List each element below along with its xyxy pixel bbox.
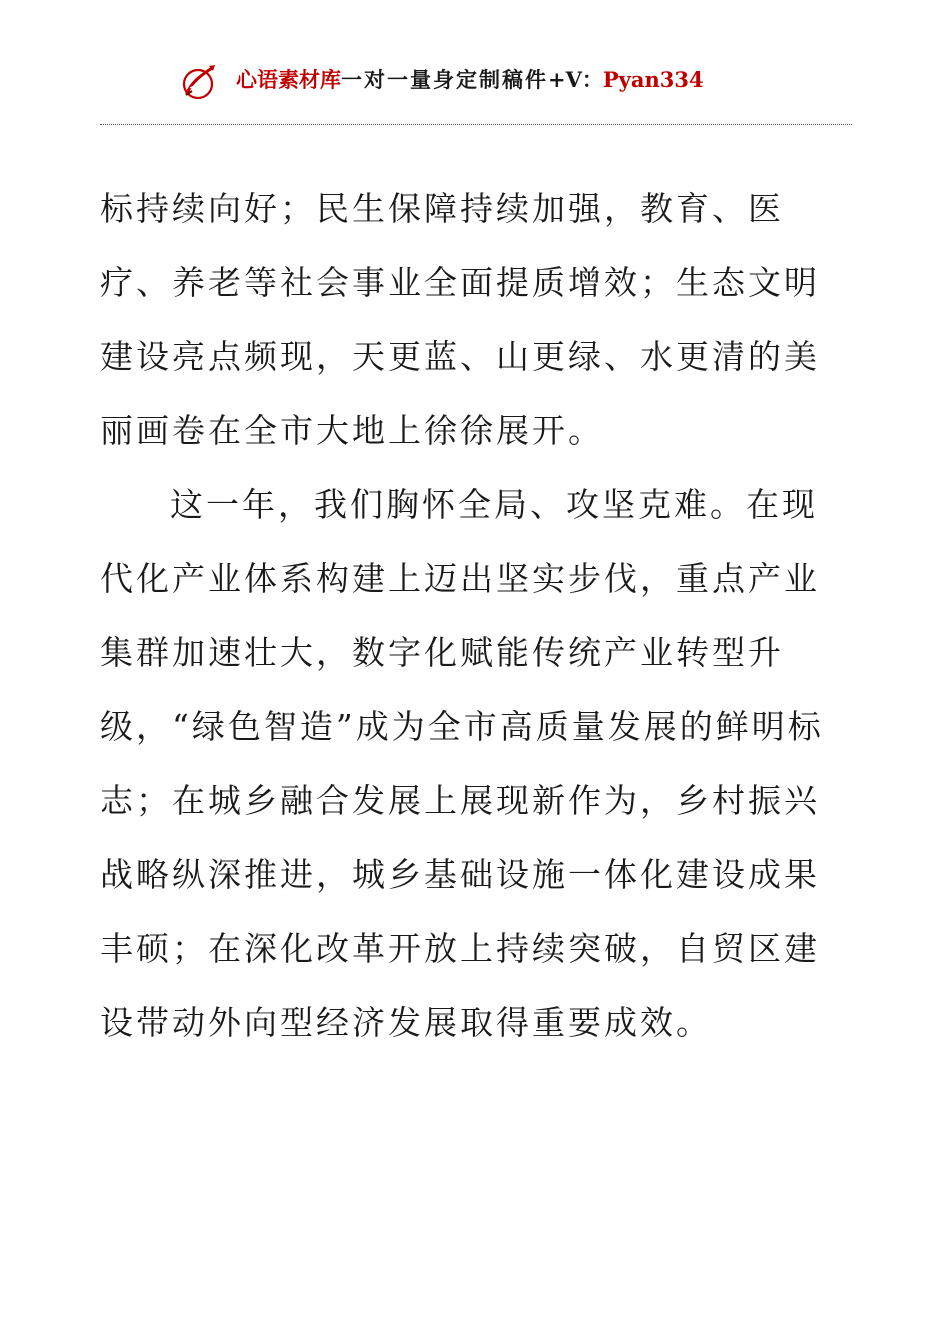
header-contact-id: Pyan334 [602, 67, 704, 92]
header-brand: 心语素材库 [236, 67, 341, 92]
page-header [0, 58, 950, 106]
header-slogan: 一对一量身定制稿件 [341, 67, 548, 92]
pen-nib-seal-icon [178, 62, 218, 102]
header-title [236, 66, 704, 94]
paragraph: 标持续向好；民生保障持续加强，教育、医疗、养老等社会事业全面提质增效；生态文明建设亮点频现，天更蓝、山更绿、水更清的美丽画卷在全市大地上徐徐展开。 [100, 189, 820, 450]
header-divider [100, 124, 852, 125]
header-contact-label: +V： [548, 67, 603, 92]
paragraph: 这一年，我们胸怀全局、攻坚克难。在现代化产业体系构建上迈出坚实步伐，重点产业集群加速壮大，数字化赋能传统产业转型升级，“绿色智造”成为全市高质量发展的鲜明标志；在城乡融合发展上展现新作为，乡村振兴战略纵深推进，城乡基础设施一体化建设成果丰硕；在深化改革开放上持续突破，自贸区建设带动外向型经济发展取得重要成效。 [100, 485, 824, 1042]
document-body [100, 172, 840, 1060]
